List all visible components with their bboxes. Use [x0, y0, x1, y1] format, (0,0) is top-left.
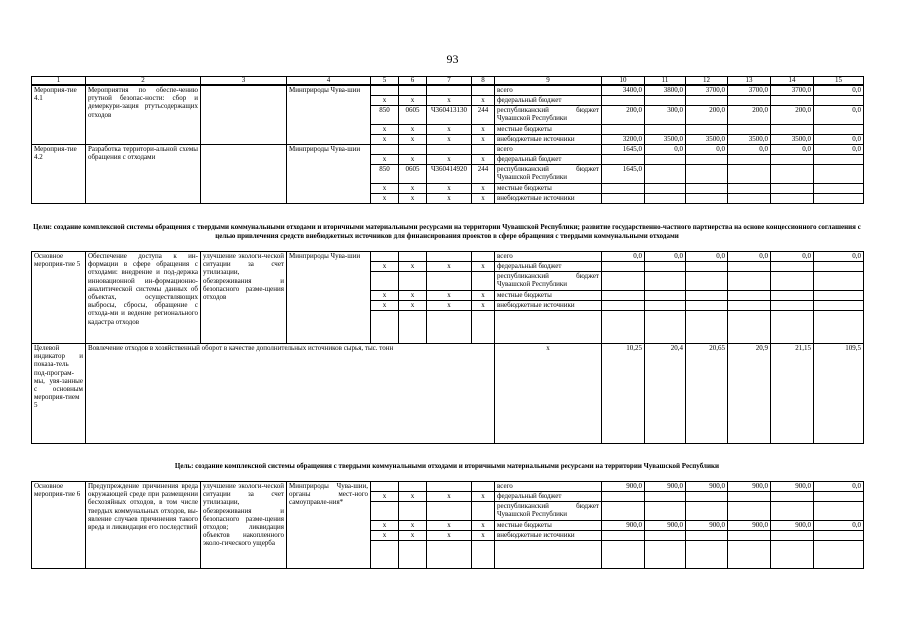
table-cell [686, 165, 728, 184]
table-cell: 900,0 [602, 521, 645, 531]
page-number: 93 [446, 52, 459, 66]
table-cell [645, 262, 686, 272]
table-cell: х [427, 531, 472, 541]
funding-source: федеральный бюджет [495, 492, 602, 502]
table-cell [728, 492, 771, 502]
measure-label: Мероприя-тие 4.2 [32, 145, 86, 204]
measure-label: Мероприя-тие 4.1 [32, 86, 86, 145]
table-cell [814, 155, 864, 165]
table-cell: х [472, 301, 495, 311]
funding-source: всего [495, 252, 602, 262]
table-cell [399, 482, 427, 492]
header-cell: 7 [427, 77, 472, 85]
executor: Минприроды Чува-шии [287, 252, 371, 344]
indicator-label: Целевой индикатор и показа-тель под-програм-мы, увя-занные с основным мероприя-тием 5 [32, 344, 86, 444]
header-cell: 12 [686, 77, 728, 85]
table-cell: х [427, 492, 472, 502]
table-cell [771, 155, 814, 165]
measure-label: Основное мероприя-тие 6 [32, 482, 86, 569]
table-cell: 900,0 [728, 521, 771, 531]
funding-source: местные бюджеты [495, 291, 602, 301]
measure-title: Мероприятия по обеспе-чению ртутной безопас-ности: сбор и демеркури-зация ртутьсодержащих отходов [86, 86, 201, 145]
funding-source: всего [495, 86, 602, 96]
table-cell: 0,0 [728, 252, 771, 262]
table-cell: х [371, 262, 399, 272]
table-cell: х [399, 194, 427, 204]
table-cell: 200,0 [686, 106, 728, 125]
table-cell [686, 311, 728, 344]
table-cell [645, 194, 686, 204]
table-cell: 900,0 [771, 482, 814, 492]
table-cell [728, 291, 771, 301]
table-cell: 3700,0 [728, 86, 771, 96]
table-cell: х [427, 125, 472, 135]
table-cell [645, 301, 686, 311]
table-cell: 900,0 [728, 482, 771, 492]
table-cell: х [399, 135, 427, 145]
table-cell: х [472, 291, 495, 301]
table-cell: х [472, 194, 495, 204]
table-row [32, 252, 864, 262]
table-cell: х [427, 291, 472, 301]
table-cell [728, 96, 771, 106]
measure-5-table [31, 251, 864, 444]
table-cell: 300,0 [645, 106, 686, 125]
table-cell: 0,0 [686, 145, 728, 155]
table-cell: х [472, 262, 495, 272]
table-cell: х [399, 125, 427, 135]
table-cell: х [371, 531, 399, 541]
table-cell [399, 272, 427, 291]
funding-source: местные бюджеты [495, 125, 602, 135]
table-cell [427, 86, 472, 96]
header-cell: 15 [814, 77, 864, 85]
table-cell [645, 492, 686, 502]
header-cell: 11 [645, 77, 686, 85]
table-cell: 3500,0 [686, 135, 728, 145]
table-cell [602, 502, 645, 521]
table-cell [602, 311, 645, 344]
table-cell [771, 311, 814, 344]
table-cell [814, 125, 864, 135]
table-cell [645, 165, 686, 184]
table-cell: Ч360413130 [427, 106, 472, 125]
table-cell: х [427, 135, 472, 145]
table-cell [686, 541, 728, 569]
table-cell: 900,0 [645, 521, 686, 531]
table-cell: х [399, 155, 427, 165]
table-cell: 3500,0 [645, 135, 686, 145]
funding-source: республиканский бюджет Чувашской Республики [495, 106, 602, 125]
table-cell: х [472, 155, 495, 165]
column-number-header [31, 76, 864, 85]
table-cell [771, 184, 814, 194]
table-cell: 3800,0 [645, 86, 686, 96]
funding-source: местные бюджеты [495, 184, 602, 194]
table-cell [728, 165, 771, 184]
table-cell [686, 194, 728, 204]
header-cell: 8 [472, 77, 495, 85]
table-cell [686, 184, 728, 194]
table-cell [771, 125, 814, 135]
table-cell [371, 145, 399, 155]
table-cell: 900,0 [686, 482, 728, 492]
table-cell: 0,0 [645, 145, 686, 155]
table-cell [399, 311, 427, 344]
table-cell: 900,0 [602, 482, 645, 492]
table-cell [371, 86, 399, 96]
table-cell [472, 252, 495, 262]
table-cell: х [399, 531, 427, 541]
table-cell: 1645,0 [602, 165, 645, 184]
table-cell: х [472, 531, 495, 541]
table-cell: 3700,0 [686, 86, 728, 96]
table-row [32, 482, 864, 492]
result-cell: улучшение экологи-ческой ситуации за счет утилизации, обезвреживания и безопасного разме-щения отходов; ликвидация объектов накопленного эколо-гического ущерба [201, 482, 287, 569]
table-cell [728, 311, 771, 344]
table-cell: 0,0 [728, 145, 771, 155]
table-cell [728, 272, 771, 291]
table-cell: 0,0 [814, 135, 864, 145]
table-cell [814, 272, 864, 291]
funding-source: всего [495, 482, 602, 492]
table-cell: 244 [472, 106, 495, 125]
table-cell: х [399, 521, 427, 531]
table-cell [472, 482, 495, 492]
funding-source: республиканский бюджет Чувашской Республики [495, 502, 602, 521]
table-cell [814, 531, 864, 541]
table-cell: 20,65 [686, 344, 728, 444]
table-row [32, 86, 864, 96]
table-cell [371, 541, 399, 569]
table-cell: 850 [371, 106, 399, 125]
table-cell [728, 184, 771, 194]
result-cell [201, 145, 287, 204]
table-cell [371, 482, 399, 492]
table-cell: 0,0 [645, 252, 686, 262]
table-cell: х [427, 194, 472, 204]
table-cell: 200,0 [602, 106, 645, 125]
table-cell: х [371, 291, 399, 301]
table-cell: 200,0 [728, 106, 771, 125]
table-cell: 0,0 [814, 86, 864, 96]
executor: Минприроды Чува-шии [287, 86, 371, 145]
table-cell: 3400,0 [602, 86, 645, 96]
table-cell [814, 291, 864, 301]
table-cell [645, 125, 686, 135]
table-cell: х [427, 155, 472, 165]
table-cell [602, 492, 645, 502]
table-cell: х [472, 125, 495, 135]
table-cell [645, 272, 686, 291]
table-cell [371, 502, 399, 521]
table-cell [686, 262, 728, 272]
table-cell [472, 541, 495, 569]
table-cell [771, 492, 814, 502]
table-cell [728, 262, 771, 272]
indicator-text: Вовлечение отходов в хозяйственный оборот в качестве дополнительных источников сырья, тыс. тонн [86, 344, 495, 444]
table-cell: Ч360414920 [427, 165, 472, 184]
table-cell: 3500,0 [771, 135, 814, 145]
table-cell: х [472, 521, 495, 531]
table-row [32, 145, 864, 155]
table-cell [728, 502, 771, 521]
table-cell: х [371, 301, 399, 311]
measure-title: Разработка территори-альной схемы обращения с отходами [86, 145, 201, 204]
measure-title: Предупреждение причинения вреда окружающей среде при размещении бесхозяйных отходов, в том числе твердых коммунальных отходов, вы-явление случаев причинения такого вреда и ликвидация его последствий [86, 482, 201, 569]
table-cell [645, 291, 686, 301]
table-cell [814, 262, 864, 272]
funding-source: внебюджетные источники [495, 194, 602, 204]
table-cell [602, 291, 645, 301]
funding-source: местные бюджеты [495, 521, 602, 531]
measure-label: Основное мероприя-тие 5 [32, 252, 86, 344]
goal-heading-2: Цель: создание комплексной системы обращения с твердыми коммунальными отходами и вторичными материальными ресурсами на территории Чувашской Республики [174, 462, 720, 470]
table-cell: х [399, 492, 427, 502]
funding-source: республиканский бюджет Чувашской Республики [495, 165, 602, 184]
table-cell [602, 272, 645, 291]
table-cell [728, 541, 771, 569]
table-cell [472, 272, 495, 291]
table-cell: х [472, 135, 495, 145]
table-cell [495, 311, 602, 344]
table-cell: 3700,0 [771, 86, 814, 96]
table-cell [645, 541, 686, 569]
funding-source: внебюджетные источники [495, 135, 602, 145]
table-cell: 850 [371, 165, 399, 184]
table-cell: х [472, 184, 495, 194]
table-cell [814, 194, 864, 204]
table-cell: 0,0 [771, 252, 814, 262]
table-cell: 20,9 [728, 344, 771, 444]
header-cell: 2 [86, 77, 201, 85]
measure-6-table [31, 481, 864, 569]
table-cell [645, 311, 686, 344]
table-cell [686, 96, 728, 106]
table-cell: 0,0 [814, 252, 864, 262]
table-cell [686, 125, 728, 135]
table-cell: 0,0 [814, 145, 864, 155]
table-cell [399, 145, 427, 155]
funding-source: всего [495, 145, 602, 155]
table-cell: х [371, 492, 399, 502]
table-cell [814, 492, 864, 502]
header-cell: 13 [728, 77, 771, 85]
table-cell [771, 194, 814, 204]
table-cell: 900,0 [686, 521, 728, 531]
result-cell [201, 86, 287, 145]
table-cell [427, 252, 472, 262]
table-cell [645, 96, 686, 106]
header-cell: 5 [371, 77, 399, 85]
table-cell: х [427, 262, 472, 272]
table-cell [728, 155, 771, 165]
table-cell: 244 [472, 165, 495, 184]
header-cell: 1 [32, 77, 86, 85]
table-cell: х [399, 291, 427, 301]
table-cell [371, 252, 399, 262]
table-cell: 900,0 [645, 482, 686, 492]
table-cell [399, 541, 427, 569]
table-row [32, 344, 864, 444]
table-cell: 0,0 [602, 252, 645, 262]
table-cell [814, 96, 864, 106]
table-cell [472, 311, 495, 344]
table-cell [645, 155, 686, 165]
table-cell: 20,4 [645, 344, 686, 444]
table-cell [602, 541, 645, 569]
table-cell [686, 272, 728, 291]
table-cell [686, 492, 728, 502]
header-cell: 10 [602, 77, 645, 85]
table-cell: х [371, 521, 399, 531]
table-cell [771, 96, 814, 106]
table-cell: 0,0 [686, 252, 728, 262]
table-cell [427, 272, 472, 291]
table-cell [814, 301, 864, 311]
table-cell [771, 531, 814, 541]
funding-source: республиканский бюджет Чувашской Республики [495, 272, 602, 291]
funding-source: федеральный бюджет [495, 155, 602, 165]
table-cell: х [399, 96, 427, 106]
table-cell [645, 531, 686, 541]
table-cell: х [427, 96, 472, 106]
table-cell [472, 145, 495, 155]
table-cell: х [427, 301, 472, 311]
table-cell: 1645,0 [602, 145, 645, 155]
table-cell [427, 145, 472, 155]
table-cell [602, 96, 645, 106]
table-cell: 0605 [399, 165, 427, 184]
table-cell [771, 541, 814, 569]
table-cell [728, 531, 771, 541]
table-cell [771, 502, 814, 521]
result-cell: улучшение экологи-ческой ситуации за счет утилизации, обезвреживания и безопасного разме-щения отходов [201, 252, 287, 344]
table-cell: 0,0 [814, 106, 864, 125]
funding-source: внебюджетные источники [495, 531, 602, 541]
table-cell [495, 541, 602, 569]
goal-heading-1: Цели: создание комплексной системы обращения с твердыми коммунальными отходами и вторичными материальными ресурсами на территории Чувашской Республики; развитие государственно-частного партнерства на основе концессионного соглашения с целью привлечения средств внебюджетных источников для финансирования проектов в сфере обращения с твердыми коммунальными отходами [33, 223, 861, 240]
table-cell: 0,0 [771, 145, 814, 155]
table-cell: 21,15 [771, 344, 814, 444]
table-cell: 200,0 [771, 106, 814, 125]
header-cell: 6 [399, 77, 427, 85]
table-cell [686, 301, 728, 311]
table-cell: х [427, 184, 472, 194]
table-cell [814, 184, 864, 194]
executor: Минприроды Чува-шии, органы мест-ного самоуправле-ния* [287, 482, 371, 569]
table-cell: х [371, 125, 399, 135]
table-cell: 3500,0 [728, 135, 771, 145]
table-cell [602, 184, 645, 194]
table-cell: х [472, 96, 495, 106]
table-cell: х [371, 96, 399, 106]
table-cell [814, 165, 864, 184]
table-cell [399, 502, 427, 521]
table-cell [371, 311, 399, 344]
table-cell [602, 262, 645, 272]
table-cell [686, 531, 728, 541]
table-cell: 0,0 [814, 521, 864, 531]
table-cell [814, 502, 864, 521]
table-cell [602, 194, 645, 204]
table-cell [645, 184, 686, 194]
table-cell: х [371, 155, 399, 165]
table-cell: х [371, 135, 399, 145]
header-cell: 9 [495, 77, 602, 85]
table-cell [771, 291, 814, 301]
table-cell: х [399, 301, 427, 311]
table-cell: 3200,0 [602, 135, 645, 145]
table-cell [814, 541, 864, 569]
table-cell: х [399, 184, 427, 194]
table-cell: х [399, 262, 427, 272]
table-cell [686, 502, 728, 521]
table-cell [602, 155, 645, 165]
table-cell: х [371, 184, 399, 194]
table-cell [399, 252, 427, 262]
table-cell [686, 291, 728, 301]
header-cell: 14 [771, 77, 814, 85]
table-cell [771, 301, 814, 311]
table-cell [728, 125, 771, 135]
measure-title: Обеспечение доступа к ин-формации в сфере обращения с отходами: внедрение и под-держка инновационной ин-формационно-аналитической системы данных об объектах, осуществляющих выбросы, сбросы, обращение с отхода-ми и ведение регионального кадастра отходов [86, 252, 201, 344]
table-cell [427, 482, 472, 492]
table-cell: 900,0 [771, 521, 814, 531]
table-cell [371, 272, 399, 291]
measures-4-table [31, 85, 864, 204]
header-cell: 3 [201, 77, 287, 85]
table-cell [602, 531, 645, 541]
table-cell: 109,5 [814, 344, 864, 444]
table-cell [771, 272, 814, 291]
table-cell [427, 502, 472, 521]
header-cell: 4 [287, 77, 371, 85]
table-cell [399, 86, 427, 96]
table-cell: х [371, 194, 399, 204]
table-cell [472, 502, 495, 521]
table-cell [427, 541, 472, 569]
table-cell: 10,25 [602, 344, 645, 444]
table-cell: х [472, 492, 495, 502]
table-cell [814, 311, 864, 344]
table-cell [645, 502, 686, 521]
table-cell: 0605 [399, 106, 427, 125]
table-cell [771, 165, 814, 184]
executor: Минприроды Чува-шии [287, 145, 371, 204]
table-cell [602, 301, 645, 311]
table-cell [472, 86, 495, 96]
table-cell [427, 311, 472, 344]
funding-source: внебюджетные источники [495, 301, 602, 311]
table-cell: х [495, 344, 602, 444]
table-cell: 0,0 [814, 482, 864, 492]
table-cell [728, 194, 771, 204]
table-cell [728, 301, 771, 311]
table-cell [771, 262, 814, 272]
funding-source: федеральный бюджет [495, 262, 602, 272]
table-cell [602, 125, 645, 135]
table-cell: х [427, 521, 472, 531]
table-cell [686, 155, 728, 165]
funding-source: федеральный бюджет [495, 96, 602, 106]
